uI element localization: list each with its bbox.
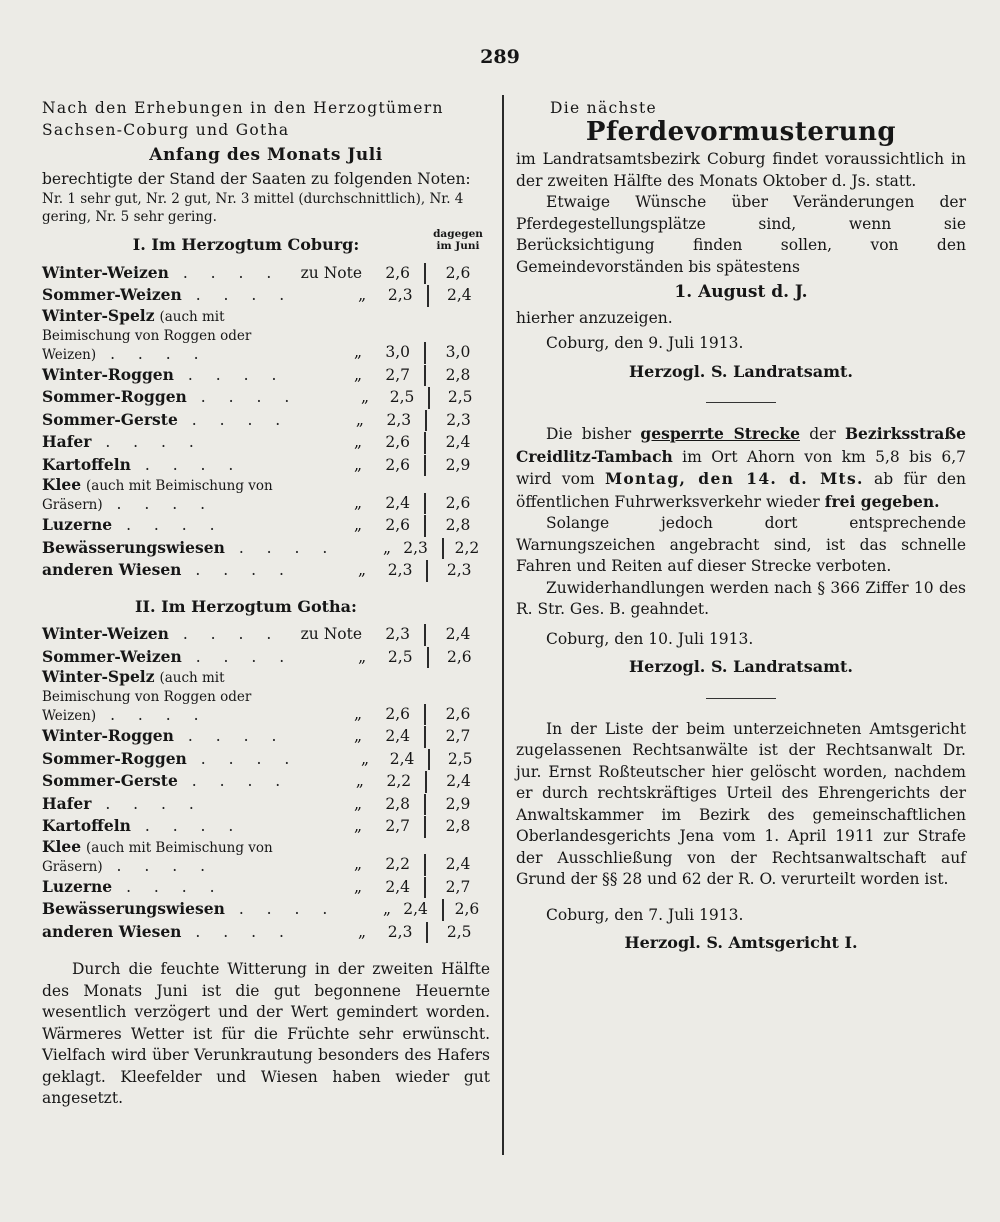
coburg-title: I. Im Herzogtum Coburg: [132, 235, 360, 254]
june-grade: 2,4 [427, 285, 490, 307]
june-grade: 2,7 [424, 877, 490, 899]
coburg-row [42, 307, 490, 364]
crop-note: (auch mit Beimischung von Gräsern) [42, 839, 273, 875]
july-grade: 3,0 [385, 343, 410, 361]
horse-notice-lead: Die nächste [550, 99, 658, 117]
gotha-row [42, 668, 490, 725]
grade-unit: zu Note [300, 263, 362, 282]
gotha-row [42, 623, 490, 646]
june-grade: 2,9 [424, 455, 490, 477]
grade-unit: „ [353, 343, 362, 361]
grade-unit: „ [355, 410, 364, 429]
coburg-row [42, 284, 490, 307]
grade-scale: Nr. 1 sehr gut, Nr. 2 gut, Nr. 3 mittel (durchschnittlich), Nr. 4 gering, Nr. 5 sehr gering. [42, 191, 464, 225]
july-grade: 2,2 [386, 772, 412, 790]
grade-unit: „ [353, 516, 362, 534]
july-grade: 2,3 [403, 538, 428, 557]
coburg-row [42, 476, 490, 514]
separator-1 [706, 402, 776, 403]
june-grade: 2,6 [424, 493, 490, 515]
intro-line-3: berechtigte der Stand der Saaten zu folgenden Noten: [42, 169, 471, 188]
june-grade: 2,6 [442, 899, 490, 921]
intro-line-1: Nach den Erhebungen in den Herzogtümern [42, 99, 444, 117]
june-grade: 2,6 [427, 647, 490, 669]
grade-unit: „ [353, 365, 362, 384]
right-column [516, 98, 966, 958]
june-grade: 2,4 [424, 624, 490, 646]
july-grade: 2,3 [387, 922, 413, 941]
gotha-row [42, 725, 490, 748]
grade-unit: „ [361, 388, 370, 406]
gotha-table [42, 596, 490, 944]
july-grade: 2,5 [389, 388, 415, 406]
grade-unit: „ [353, 855, 362, 873]
grade-unit: „ [355, 772, 364, 790]
gotha-title: II. Im Herzogtum Gotha: [135, 596, 357, 616]
june-grade: 2,5 [426, 922, 490, 944]
crop-name: Winter-Roggen . . . . [42, 364, 286, 384]
horse-notice-body: im Landratsamtsbezirk Coburg findet voraussichtlich in der zweiten Hälfte des Monats Oktober d. Js. statt. [516, 150, 966, 190]
grade-unit: „ [353, 794, 362, 813]
horse-notice-deadline: 1. August d. J. [674, 282, 808, 302]
gotha-row [42, 793, 490, 816]
crop-name: Winter-Spelz (auch mit Beimischung von Roggen oder Weizen) . . . . [42, 667, 252, 724]
crop-name: anderen Wiesen . . . . [42, 560, 293, 579]
coburg-table [42, 228, 490, 582]
july-grade: 2,7 [385, 365, 410, 384]
july-grade: 2,6 [385, 516, 410, 534]
court-notice-body: In der Liste der beim unterzeichneten Amtsgericht zugelassenen Rechtsanwälte ist der Rechtsanwalt Dr. jur. Ernst Roßteutscher hier gelöscht worden, nachdem er durch rechtskräftiges Urteil des Ehrengerichts der Anwaltskammer im Bezirk des gemeinschaftlichen Oberlandesgerichts Jena vom 1. April 1911 zur Strafe der Ausschließung von der Rechtsanwaltschaft auf Grund der §§ 28 und 62 der R. O. verurteilt worden ist. [516, 719, 966, 888]
july-grade: 2,6 [385, 433, 410, 451]
crop-name: Hafer . . . . [42, 793, 203, 813]
coburg-row [42, 454, 490, 477]
grade-unit: „ [353, 455, 362, 474]
grade-unit: „ [353, 493, 362, 512]
coburg-rows [42, 262, 490, 582]
july-grade: 2,3 [387, 286, 413, 304]
grade-unit: „ [357, 922, 366, 941]
road-notice-p2: Solange jedoch dort entsprechende Warnungszeichen angebracht sind, ist das schnelle Fahren und Reiten auf dieser Strecke verboten. [516, 514, 966, 575]
crop-name: Sommer-Weizen . . . . [42, 646, 294, 666]
crop-name: Sommer-Weizen . . . . [42, 285, 294, 304]
crop-name: Luzerne . . . . [42, 515, 224, 534]
intro-line-2: Sachsen-Coburg und Gotha [42, 120, 290, 139]
july-grade: 2,3 [386, 410, 412, 429]
july-grade: 2,6 [385, 263, 410, 282]
crop-name: Luzerne . . . . [42, 876, 224, 896]
june-grade: 2,8 [424, 816, 490, 838]
june-grade: 2,2 [442, 538, 490, 560]
road-notice-p1: Die bisher gesperrte Strecke der Bezirksstraße Creidlitz-Tambach im Ort Ahorn von km 5,8 bis 6,7 wird vom Montag, den 14. d. Mts. ab für den öffentlichen Fuhrwerksverkehr wieder frei gegeben. [516, 424, 967, 511]
june-grade: 2,9 [424, 794, 490, 816]
june-grade: 2,5 [428, 749, 490, 771]
crop-name: Winter-Spelz (auch mit Beimischung von Roggen oder Weizen) . . . . [42, 305, 252, 363]
crop-name: Kartoffeln . . . . [42, 454, 243, 474]
july-grade: 2,4 [385, 727, 410, 745]
june-grade: 2,5 [428, 387, 490, 409]
grade-unit: „ [358, 286, 367, 304]
gotha-row [42, 646, 490, 669]
grade-unit: „ [353, 433, 362, 451]
june-grade: 2,6 [424, 704, 490, 726]
july-grade: 2,6 [385, 704, 410, 723]
horse-notice-title: Pferdevormusterung [585, 116, 897, 147]
grade-unit: „ [358, 647, 367, 666]
crop-name: Winter-Weizen . . . . [42, 262, 281, 282]
court-notice-date: Coburg, den 7. Juli 1913. [546, 905, 744, 924]
july-grade: 2,4 [385, 493, 410, 512]
july-grade: 2,4 [403, 900, 428, 918]
coburg-row [42, 537, 490, 560]
july-grade: 2,8 [385, 794, 410, 813]
court-notice-signature: Herzogl. S. Amtsgericht I. [624, 933, 858, 952]
coburg-row [42, 262, 490, 285]
grade-unit: „ [353, 817, 362, 835]
grade-unit: zu Note [300, 625, 362, 643]
left-column [42, 98, 490, 1110]
july-grade: 2,4 [385, 877, 410, 896]
horse-notice-body2: Etwaige Wünsche über Veränderungen der Pferdegestellungsplätze sind, wenn sie Berücksichtigung finden sollen, von den Gemeindevorständen bis spätestens [516, 193, 966, 276]
crop-name: Hafer . . . . [42, 432, 203, 451]
crop-name: Sommer-Roggen . . . . [42, 387, 299, 406]
coburg-row [42, 409, 490, 432]
coburg-row [42, 431, 490, 454]
crop-name: Kartoffeln . . . . [42, 816, 243, 835]
june-grade: 2,4 [425, 771, 490, 793]
june-grade: 2,8 [424, 365, 490, 387]
gotha-row [42, 815, 490, 838]
june-grade: 2,3 [426, 560, 490, 582]
june-grade: 2,4 [424, 854, 490, 876]
crop-note: (auch mit Beimischung von Gräsern) [42, 478, 273, 513]
july-grade: 2,5 [387, 647, 413, 666]
gotha-row [42, 921, 490, 944]
crop-name: Sommer-Gerste . . . . [42, 771, 290, 790]
july-grade: 2,2 [385, 855, 410, 873]
gotha-row [42, 748, 490, 771]
crop-name: Winter-Roggen . . . . [42, 726, 286, 745]
june-grade: 2,3 [425, 410, 490, 432]
grade-unit: „ [353, 727, 362, 745]
page-number: 289 [480, 46, 520, 68]
gotha-row [42, 898, 490, 921]
crop-name: Winter-Weizen . . . . [42, 624, 281, 643]
crop-name: Sommer-Roggen . . . . [42, 748, 299, 768]
july-grade: 2,7 [385, 817, 410, 835]
grade-unit: „ [383, 900, 392, 918]
crop-note: (auch mit Beimischung von Roggen oder Weizen) [42, 308, 252, 363]
horse-notice-body3: hierher anzuzeigen. [516, 308, 673, 327]
july-grade: 2,6 [385, 455, 410, 474]
grade-unit: „ [353, 877, 362, 896]
june-grade: 3,0 [424, 342, 490, 364]
june-grade: 2,7 [424, 726, 490, 748]
month-heading: Anfang des Monats Juli [149, 145, 383, 165]
column-divider [502, 95, 504, 1155]
road-notice-signature: Herzogl. S. Landratsamt. [629, 657, 853, 676]
gotha-rows [42, 623, 490, 943]
crop-name: Klee (auch mit Beimischung von Gräsern) . . . . [42, 836, 273, 875]
coburg-row [42, 514, 490, 537]
grade-unit: „ [357, 561, 366, 579]
road-notice-date: Coburg, den 10. Juli 1913. [546, 629, 754, 648]
july-grade: 2,3 [387, 561, 413, 579]
coburg-row [42, 559, 490, 582]
gotha-row [42, 770, 490, 793]
horse-notice-signature: Herzogl. S. Landratsamt. [629, 361, 853, 381]
crop-name: anderen Wiesen . . . . [42, 921, 293, 941]
june-grade: 2,6 [424, 263, 490, 285]
horse-notice-date: Coburg, den 9. Juli 1913. [546, 334, 744, 352]
gotha-row [42, 876, 490, 899]
june-column-header: dagegen im Juni [433, 228, 483, 252]
coburg-row [42, 386, 490, 409]
grade-unit: „ [353, 704, 362, 723]
separator-2 [706, 698, 776, 699]
crop-name: Sommer-Gerste . . . . [42, 409, 290, 429]
grade-unit: „ [361, 749, 370, 768]
crop-name: Klee (auch mit Beimischung von Gräsern) . . . . [42, 475, 273, 513]
june-grade: 2,4 [424, 432, 490, 454]
july-grade: 2,4 [389, 749, 415, 768]
june-grade: 2,8 [424, 515, 490, 537]
weather-paragraph: Durch die feuchte Witterung in der zweiten Hälfte des Monats Juni ist die gut begonnene Heuernte wesentlich verzögert und der Wert gemindert worden. Wärmeres Wetter ist für die Früchte sehr erwünscht. Vielfach wird über Verunkrautung besonders des Hafers geklagt. Kleefelder und Wiesen haben wieder gut angesetzt. [42, 960, 490, 1107]
crop-name: Bewässerungswiesen . . . . [42, 899, 337, 918]
gotha-row [42, 838, 490, 876]
coburg-row [42, 364, 490, 387]
july-grade: 2,3 [385, 625, 410, 643]
grade-unit: „ [383, 538, 392, 557]
road-notice-p3: Zuwiderhandlungen werden nach § 366 Ziffer 10 des R. Str. Ges. B. geahndet. [516, 578, 966, 618]
crop-note: (auch mit Beimischung von Roggen oder Weizen) [42, 670, 252, 724]
crop-name: Bewässerungswiesen . . . . [42, 537, 337, 557]
